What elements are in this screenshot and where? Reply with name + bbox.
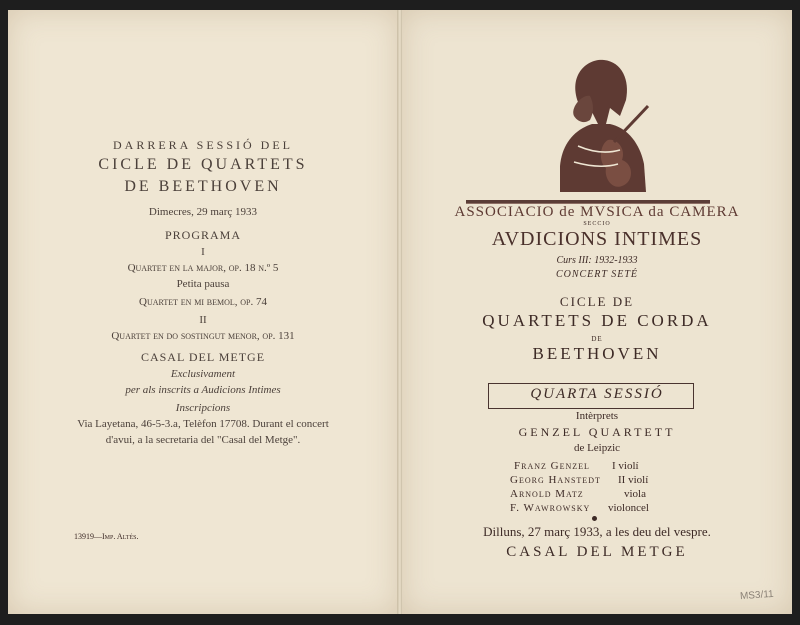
inscriptions-heading: Inscripcions (175, 402, 231, 414)
cycle-label: CICLE DE (559, 294, 635, 309)
association-name: ASSOCIACIO de MVSICA da CAMERA (454, 204, 740, 220)
musician-role: violoncel (608, 502, 649, 514)
cycle-title: CICLE DE QUARTETS (98, 156, 308, 173)
musician-name: Arnold Matz (510, 488, 584, 500)
quartet-name: GENZEL QUARTETT (518, 425, 676, 439)
programme-item: Quartet en la major, op. 18 n.º 5 (127, 262, 279, 274)
beethoven-title: BEETHOVEN (532, 344, 662, 363)
pause-label: Petita pausa (176, 278, 230, 290)
musician-name: Franz Genzel (514, 460, 590, 472)
venue: CASAL DEL METGE (506, 544, 688, 560)
quartet-city: de Leipzic (573, 442, 621, 454)
last-session-header: DARRERA SESSIÓ DEL (112, 138, 294, 152)
part-one-numeral: I (201, 246, 205, 258)
exclusive-note-2: per als inscrits a Audicions Intimes (125, 384, 281, 396)
printer-credit: 13919—Imp. Altés. (74, 532, 139, 541)
programme-item: Quartet en mi bemol, op. 74 (139, 296, 267, 308)
musician-role: viola (624, 488, 646, 500)
concert-number: CONCERT SETÉ (555, 269, 639, 280)
musician-name: Georg Hanstedt (510, 474, 601, 486)
bullet-ornament (592, 516, 597, 521)
musician-role: II violí (618, 474, 649, 486)
right-page (402, 10, 792, 614)
venue: CASAL DEL METGE (140, 350, 266, 364)
address-line-2: d'avui, a la secretaria del "Casal del Metge". (105, 434, 301, 446)
de-label: DE (591, 335, 603, 343)
violinist-illustration (548, 54, 658, 204)
musician-role: I violí (612, 460, 639, 472)
programme-item: Quartet en do sostingut menor, op. 131 (111, 330, 295, 342)
left-page (8, 10, 398, 614)
course-year: Curs III: 1932-1933 (556, 255, 638, 266)
part-two-numeral: II (199, 314, 207, 326)
performance-datetime: Dilluns, 27 març 1933, a les deu del vespre. (483, 524, 711, 539)
musician-name: F. Wawrowsky (510, 502, 591, 514)
address-line: Via Layetana, 46-5-3.a, Telèfon 17708. Durant el concert (77, 418, 329, 430)
programme-heading: PROGRAMA (164, 228, 241, 242)
performers-heading: Intèrprets (575, 410, 619, 422)
cycle-title-beethoven: DE BEETHOVEN (124, 178, 282, 195)
section-label: SECCIO (583, 221, 611, 227)
exclusive-note: Exclusivament (170, 368, 236, 380)
concert-date: Dimecres, 29 març 1933 (148, 206, 258, 218)
audicions-title: AVDICIONS INTIMES (491, 228, 703, 250)
string-quartets-title: QUARTETS DE CORDA (482, 311, 712, 330)
archive-shelfmark: MS3/11 (739, 588, 775, 603)
session-title: QUARTA SESSIÓ (530, 386, 664, 402)
